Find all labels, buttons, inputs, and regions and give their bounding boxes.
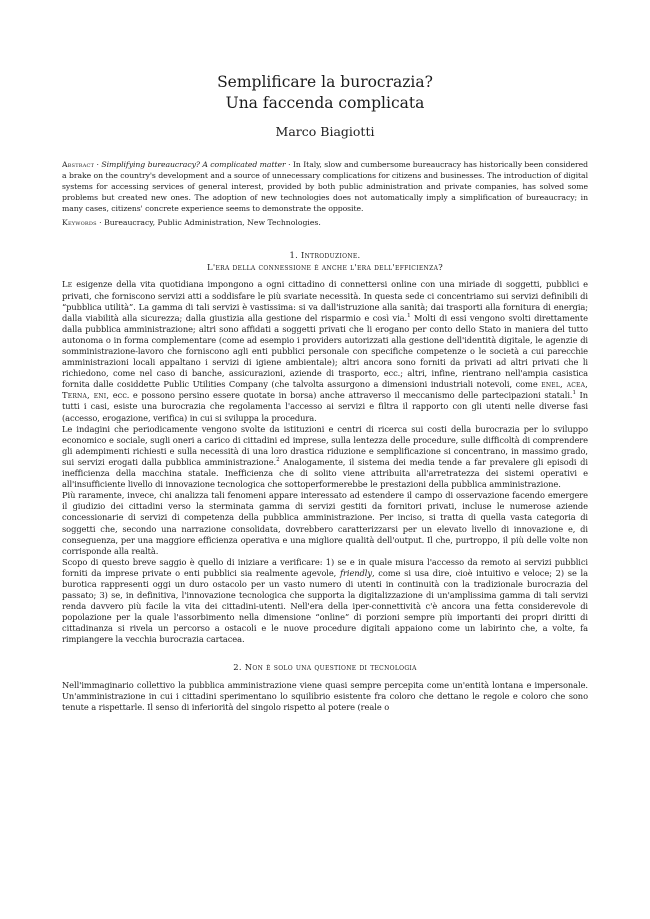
- abstract-english-title: Simplifying bureaucracy? A complicated matter: [101, 160, 286, 169]
- section-2-heading: 2. Non è solo una questione di tecnologia: [233, 661, 417, 672]
- paragraph: Più raramente, invece, chi analizza tali fenomeni appare interessato ad estendere il campo di osservazione facendo emergere il giudizio dei cittadini verso la sterminata gamma di servizi gestiti da fornitori privati, incluse le numerose aziende concessionarie di servizi di competenza della pubblica amministrazione. Per inciso, si tratta di quella vasta categoria di soggetti che, secondo una narrazione consolidata, dovrebbero caratterizzarsi per un elevato livello di innovazione e, di conseguenza, per una maggiore efficienza operativa e una migliore qualità dell'output. Il che, purtroppo, il più delle volte non corrisponde alla realtà.: [62, 490, 588, 556]
- paragraph: Nell'immaginario collettivo la pubblica amministrazione viene quasi sempre percepita come un'entità lontana e impersonale. Un'amministrazione in cui i cittadini sperimentano lo squilibrio esistente fra coloro che dettano le regole e coloro che sono tenute a rispettarle. Il senso di inferiorità del singolo rispetto al potere (reale o: [62, 680, 588, 713]
- section-1-heading: 1. Introduzione. L'era della connessione è anche l'era dell'efficienza?: [207, 250, 443, 272]
- footnote-marker[interactable]: 1: [572, 390, 576, 397]
- keywords-label: Keywords: [62, 217, 97, 227]
- paragraph: Le esigenze della vita quotidiana impongono a ogni cittadino di connettersi online con una miriade di soggetti, pubblici e privati, che forniscono servizi atti a soddisfare le più svariate necessità. In questa sede ci concentriamo sui servizi definibili di “pubblica utilità”. La gamma di tali servizi è vastissima: si va dall'istruzione alla sanità; dai trasporti alla fornitura di energia; dalla viabilità alla sicurezza; dalla giustizia alla gestione del risparmio e così via.$^1$ Molti di essi vengono svolti direttamente dalla pubblica amministrazione; altri sono affidati a soggetti privati che li erogano per conto dello Stato in maniera del tutto autonoma o in forma complementare (come ad esempio i providers autorizzati alla gestione dell'identità digitale, le agenzie di somministrazione-lavoro che forniscono agli enti pubblici personale con specifiche competenze o le società a cui parecchie amministrazioni locali appaltano i servizi di igiene ambientale); altri ancora sono forniti da privati ad altri privati che li richiedono, come nel caso di banche, assicurazioni, aziende di trasporto, ecc.; altri, infine, rientrano nell'ampia casistica fornita dalle cosiddette Public Utilities Company (che talvolta assurgono a dimensioni industriali notevoli, come enel, acea, Terna, eni, ecc. e possono persino essere quotate in borsa) anche attraverso il meccanismo delle partecipazioni statali.$^1$ In tutti i casi, esiste una burocrazia che regolamenta l'accesso ai servizi e filtra il rapporto con gli utenti nelle diverse fasi (accesso, erogazione, verifica) in cui si sviluppa la procedura.: [62, 279, 588, 423]
- company-names: enel, acea, Terna, eni,: [62, 379, 588, 401]
- section-1-subheading: L'era della connessione è anche l'era dell'efficienza?: [207, 261, 443, 272]
- author-name: Marco Biagiotti: [275, 124, 375, 139]
- title-line-1: Semplificare la burocrazia?: [217, 73, 433, 91]
- abstract-label: Abstract: [62, 160, 95, 169]
- paragraph: Scopo di questo breve saggio è quello di iniziare a verificare: 1) se e in quale misura l'accesso da remoto ai servizi pubblici forniti da imprese private o enti pubblici sia realmente agevole, friendly, come si usa dire, cioè intuitivo e veloce; 2) se la burotica rappresenti oggi un duro ostacolo per un vasto numero di utenti in continuità con la tradizionale burocrazia del passato; 3) se, in definitiva, l'innovazione tecnologica che supporta la digitalizzazione di un'amplissima gamma di tali servizi renda davvero più facile la vita dei cittadini-utenti. Nell'era della iper-connettività c'è ancora una fetta considerevole di popolazione per la quale l'assorbimento nella dimensione “online” di porzioni sempre più importanti dei propri diritti di cittadinanza si rivela un percorso a ostacoli e le nuove procedure digitali appaiono come un labirinto che, a volte, fa rimpiangere la vecchia burocrazia cartacea.: [62, 556, 588, 645]
- footnote-marker[interactable]: 1: [407, 312, 411, 319]
- title-line-2: Una faccenda complicata: [225, 94, 425, 112]
- paper-title: [62, 72, 588, 114]
- keywords-list: Bureaucracy, Public Administration, New Technologies.: [104, 217, 321, 227]
- abstract-body: In Italy, slow and cumbersome bureaucracy has historically been considered a brake on the country's development and a source of unnecessary complications for citizens and businesses. The introduction of digital systems for accessing services of general interest, provided by both public administration and private companies, has solved some problems but created new ones. The adoption of new technologies does not automatically imply a simplification of bureaucracy; in many cases, citizens' concrete experience seems to demonstrate the opposite.: [62, 160, 589, 213]
- abstract-separator: ·: [94, 160, 102, 169]
- abstract: Abstract · Simplifying bureaucracy? A complicated matter · In Italy, slow and cumbersome bureaucracy has historically been considered a brake on the country's development and a source of unnecessary complications for citizens and businesses. The introduction of digital systems for accessing services of general interest, provided by both public administration and private companies, has solved some problems but created new ones. The adoption of new technologies does not automatically imply a simplification of bureaucracy; in many cases, citizens' concrete experience seems to demonstrate the opposite.: [62, 160, 589, 213]
- keywords: Keywords · Bureaucracy, Public Administration, New Technologies.: [62, 217, 321, 227]
- paragraph: Le indagini che periodicamente vengono svolte da istituzioni e centri di ricerca sui costi della burocrazia per lo sviluppo economico e sociale, sugli oneri a carico di cittadini ed imprese, sulla lentezza delle procedure, sulle difficoltà di comprendere gli adempimenti richiesti e sulla necessità di una loro drastica riduzione e semplificazione si concentrano, in massimo grado, sui servizi erogati dalla pubblica amministrazione.$^2$ Analogamente, il sistema dei media tende a far prevalere gli episodi di inefficienza della macchina statale. Inefficienza che di solito viene attribuita all'arretratezza dei sistemi operativi e all'insufficiente livello di innovazione tecnologica che sottoperformerebbe le prestazioni della pubblica amministrazione.: [62, 423, 588, 490]
- footnote-marker[interactable]: 2: [276, 457, 280, 464]
- emphasis-friendly: friendly: [340, 567, 372, 578]
